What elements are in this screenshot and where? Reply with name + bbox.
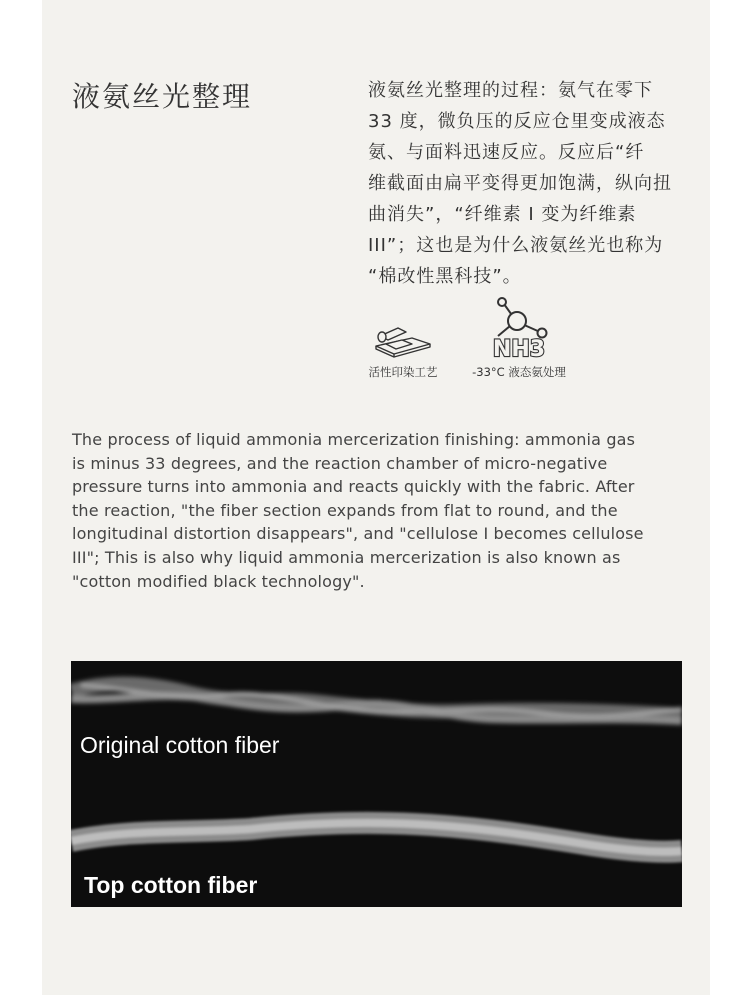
- page-title: 液氨丝光整理: [72, 80, 253, 113]
- fiber-comparison-image: [71, 661, 682, 907]
- chinese-description: 液氨丝光整理的过程：氨气在零下 33 度，微负压的反应仓里变成液态 氨、与面料迅速反应。反应后“纤 维截面由扁平变得更加饱满，纵向扭 曲消失”，“纤维素 I 变为纤维素 III”；这也是为什么液氨丝光也称为 “棉改性黑科技”。: [368, 80, 672, 287]
- fiber-micrograph: [71, 661, 682, 907]
- english-description: The process of liquid ammonia mercerization finishing: ammonia gas is minus 33 degrees, and the reaction chamber of micro-negative pressure turns into ammonia and reacts quickly with the fabric. After the reaction, "the fiber section expands from flat to round, and the longitudinal distortion disappears", and "cellulose I becomes cellulose III"; This is also why liquid ammonia mercerization is also known as "cotton modified black technology".: [72, 430, 644, 591]
- fabric-rolls-icon: [372, 324, 434, 358]
- feature-ammonia: [466, 296, 572, 380]
- nh3-molecule-icon: [484, 296, 554, 358]
- caption-original-fiber: Original cotton fiber: [80, 732, 280, 758]
- feature-printing: [362, 296, 444, 380]
- caption-top-fiber: Top cotton fiber: [84, 872, 258, 898]
- feature-label: -33°C 液态氨处理: [472, 365, 566, 379]
- feature-label: 活性印染工艺: [368, 365, 438, 379]
- nh3-text: NH3: [492, 337, 546, 358]
